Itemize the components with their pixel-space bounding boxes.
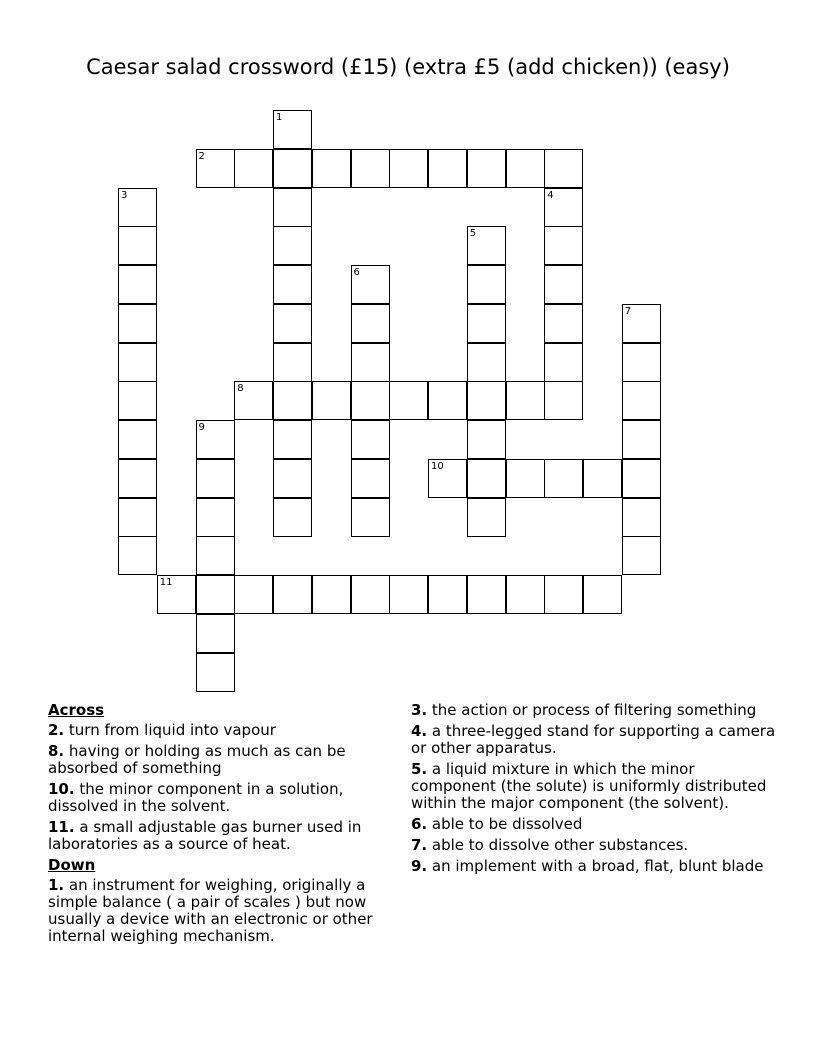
crossword-cell[interactable]	[234, 381, 273, 420]
crossword-cell[interactable]	[622, 420, 661, 459]
clue-number: 1.	[48, 876, 65, 894]
clue-across-10	[48, 781, 393, 815]
crossword-cell[interactable]	[467, 420, 506, 459]
crossword-cell[interactable]	[196, 459, 235, 498]
crossword-cell[interactable]	[583, 575, 622, 614]
crossword-cell[interactable]	[273, 226, 312, 265]
crossword-cell[interactable]	[273, 381, 312, 420]
clue-down-9	[411, 858, 776, 875]
clue-number: 3.	[411, 701, 428, 719]
cell-number: 8	[237, 383, 244, 395]
crossword-cell[interactable]	[118, 420, 157, 459]
crossword-cell[interactable]	[118, 304, 157, 343]
crossword-cell[interactable]	[467, 459, 506, 498]
crossword-cell[interactable]	[234, 149, 273, 188]
crossword-cell[interactable]	[234, 575, 273, 614]
crossword-cell[interactable]	[312, 381, 351, 420]
clue-text: a liquid mixture in which the minor component (the solute) is uniformly distributed within the major component (the solvent).	[411, 760, 767, 812]
crossword-cell[interactable]	[389, 149, 428, 188]
crossword-cell[interactable]	[351, 149, 390, 188]
cell-number: 11	[159, 577, 173, 588]
crossword-cell[interactable]	[196, 420, 235, 459]
crossword-cell[interactable]	[273, 110, 312, 149]
crossword-cell[interactable]	[273, 304, 312, 343]
crossword-cell[interactable]	[428, 459, 467, 498]
crossword-cell[interactable]	[351, 498, 390, 537]
clue-text: a three-legged stand for supporting a camera or other apparatus.	[411, 722, 776, 757]
crossword-cell[interactable]	[389, 381, 428, 420]
cell-number: 1	[276, 112, 283, 123]
crossword-cell[interactable]	[467, 381, 506, 420]
crossword-cell[interactable]	[196, 498, 235, 537]
clue-text: having or holding as much as can be absorbed of something	[48, 742, 346, 777]
crossword-cell[interactable]	[118, 226, 157, 265]
crossword-cell[interactable]	[351, 420, 390, 459]
crossword-cell[interactable]	[506, 149, 545, 188]
clue-across-11	[48, 819, 393, 853]
clue-down-7	[411, 837, 776, 854]
crossword-cell[interactable]	[351, 304, 390, 343]
crossword-cell[interactable]	[506, 459, 545, 498]
crossword-cell[interactable]	[544, 188, 583, 227]
clue-number: 8.	[48, 742, 65, 760]
crossword-cell[interactable]	[118, 265, 157, 304]
cell-number: 9	[198, 422, 205, 433]
clue-number: 11.	[48, 818, 75, 836]
crossword-cell[interactable]	[351, 381, 390, 420]
crossword-cell[interactable]	[157, 575, 196, 614]
crossword-cell[interactable]	[544, 343, 583, 382]
crossword-cell[interactable]	[506, 575, 545, 614]
clue-across-8	[48, 743, 393, 777]
clue-text: able to dissolve other substances.	[431, 836, 689, 854]
crossword-cell[interactable]	[544, 149, 583, 188]
crossword-cell[interactable]	[196, 575, 235, 614]
down-heading: Down	[48, 856, 96, 874]
crossword-cell[interactable]	[389, 575, 428, 614]
crossword-cell[interactable]	[273, 420, 312, 459]
clue-text: turn from liquid into vapour	[68, 721, 276, 739]
crossword-cell[interactable]	[544, 304, 583, 343]
crossword-cell[interactable]	[273, 459, 312, 498]
crossword-cell[interactable]	[312, 575, 351, 614]
clue-text: the minor component in a solution, dissolved in the solvent.	[48, 780, 344, 815]
crossword-cell[interactable]	[544, 226, 583, 265]
clue-down-1	[48, 877, 393, 945]
cell-number: 6	[353, 267, 360, 278]
crossword-cell[interactable]	[273, 188, 312, 227]
crossword-cell[interactable]	[467, 343, 506, 382]
clue-number: 7.	[411, 836, 428, 854]
crossword-cell[interactable]	[428, 381, 467, 420]
clue-number: 10.	[48, 780, 75, 798]
crossword-cell[interactable]	[506, 381, 545, 420]
crossword-cell[interactable]	[351, 575, 390, 614]
clue-text: an instrument for weighing, originally a simple balance ( a pair of scales ) but now usually a device with an electronic or other internal weighing mechanism.	[48, 876, 373, 945]
crossword-cell[interactable]	[196, 536, 235, 575]
crossword-cell[interactable]	[622, 498, 661, 537]
crossword-cell[interactable]	[196, 149, 235, 188]
crossword-cell[interactable]	[118, 343, 157, 382]
crossword-cell[interactable]	[351, 343, 390, 382]
crossword-cell[interactable]	[583, 459, 622, 498]
cell-number: 3	[121, 189, 128, 201]
crossword-cell[interactable]	[196, 653, 235, 692]
clue-text: an implement with a broad, flat, blunt blade	[431, 857, 764, 875]
cell-number: 10	[431, 460, 444, 472]
crossword-cell[interactable]	[118, 381, 157, 420]
crossword-cell[interactable]	[622, 343, 661, 382]
crossword-cell[interactable]	[428, 149, 467, 188]
crossword-cell[interactable]	[273, 575, 312, 614]
clue-number: 6.	[411, 815, 428, 833]
across-heading: Across	[48, 701, 105, 719]
clue-number: 5.	[411, 760, 428, 778]
crossword-cell[interactable]	[622, 304, 661, 343]
clue-number: 4.	[411, 722, 428, 740]
cell-number: 5	[469, 228, 477, 240]
clue-down-6	[411, 816, 776, 833]
crossword-cell[interactable]	[428, 575, 467, 614]
crossword-cell[interactable]	[118, 498, 157, 537]
clue-number: 9.	[411, 857, 428, 875]
clue-text: able to be dissolved	[431, 815, 583, 833]
crossword-cell[interactable]	[118, 459, 157, 498]
clue-text: a small adjustable gas burner used in laboratories as a source of heat.	[48, 818, 362, 853]
crossword-cell[interactable]	[118, 188, 157, 227]
crossword-cell[interactable]	[312, 149, 351, 188]
cell-number: 4	[547, 189, 554, 201]
clue-number: 2.	[48, 721, 65, 739]
crossword-cell[interactable]	[467, 575, 506, 614]
crossword-cell[interactable]	[273, 149, 312, 188]
cell-number: 7	[624, 305, 632, 317]
crossword-cell[interactable]	[622, 536, 661, 575]
crossword-cell[interactable]	[622, 381, 661, 420]
crossword-cell[interactable]	[467, 265, 506, 304]
cell-number: 2	[198, 150, 205, 162]
clue-down-3	[411, 702, 776, 719]
crossword-cell[interactable]	[467, 304, 506, 343]
crossword-cell[interactable]	[273, 343, 312, 382]
crossword-cell[interactable]	[196, 614, 235, 653]
crossword-cell[interactable]	[544, 265, 583, 304]
crossword-cell[interactable]	[118, 536, 157, 575]
crossword-cell[interactable]	[273, 265, 312, 304]
crossword-cell[interactable]	[544, 575, 583, 614]
clue-across-2	[48, 722, 393, 739]
crossword-cell[interactable]	[467, 226, 506, 265]
crossword-cell[interactable]	[544, 459, 583, 498]
clue-text: the action or process of filtering something	[431, 701, 757, 719]
clues-right-column	[411, 702, 776, 879]
crossword-cell[interactable]	[544, 381, 583, 420]
crossword-cell[interactable]	[273, 498, 312, 537]
clue-down-4	[411, 723, 776, 757]
crossword-cell[interactable]	[351, 265, 390, 304]
clues-left-column	[48, 702, 393, 949]
crossword-cell[interactable]	[351, 459, 390, 498]
clue-down-5	[411, 761, 776, 812]
crossword-cell[interactable]	[467, 149, 506, 188]
crossword-cell[interactable]	[467, 498, 506, 537]
page-title: Caesar salad crossword (£15) (extra £5 (add chicken)) (easy)	[86, 55, 730, 79]
crossword-cell[interactable]	[622, 459, 661, 498]
